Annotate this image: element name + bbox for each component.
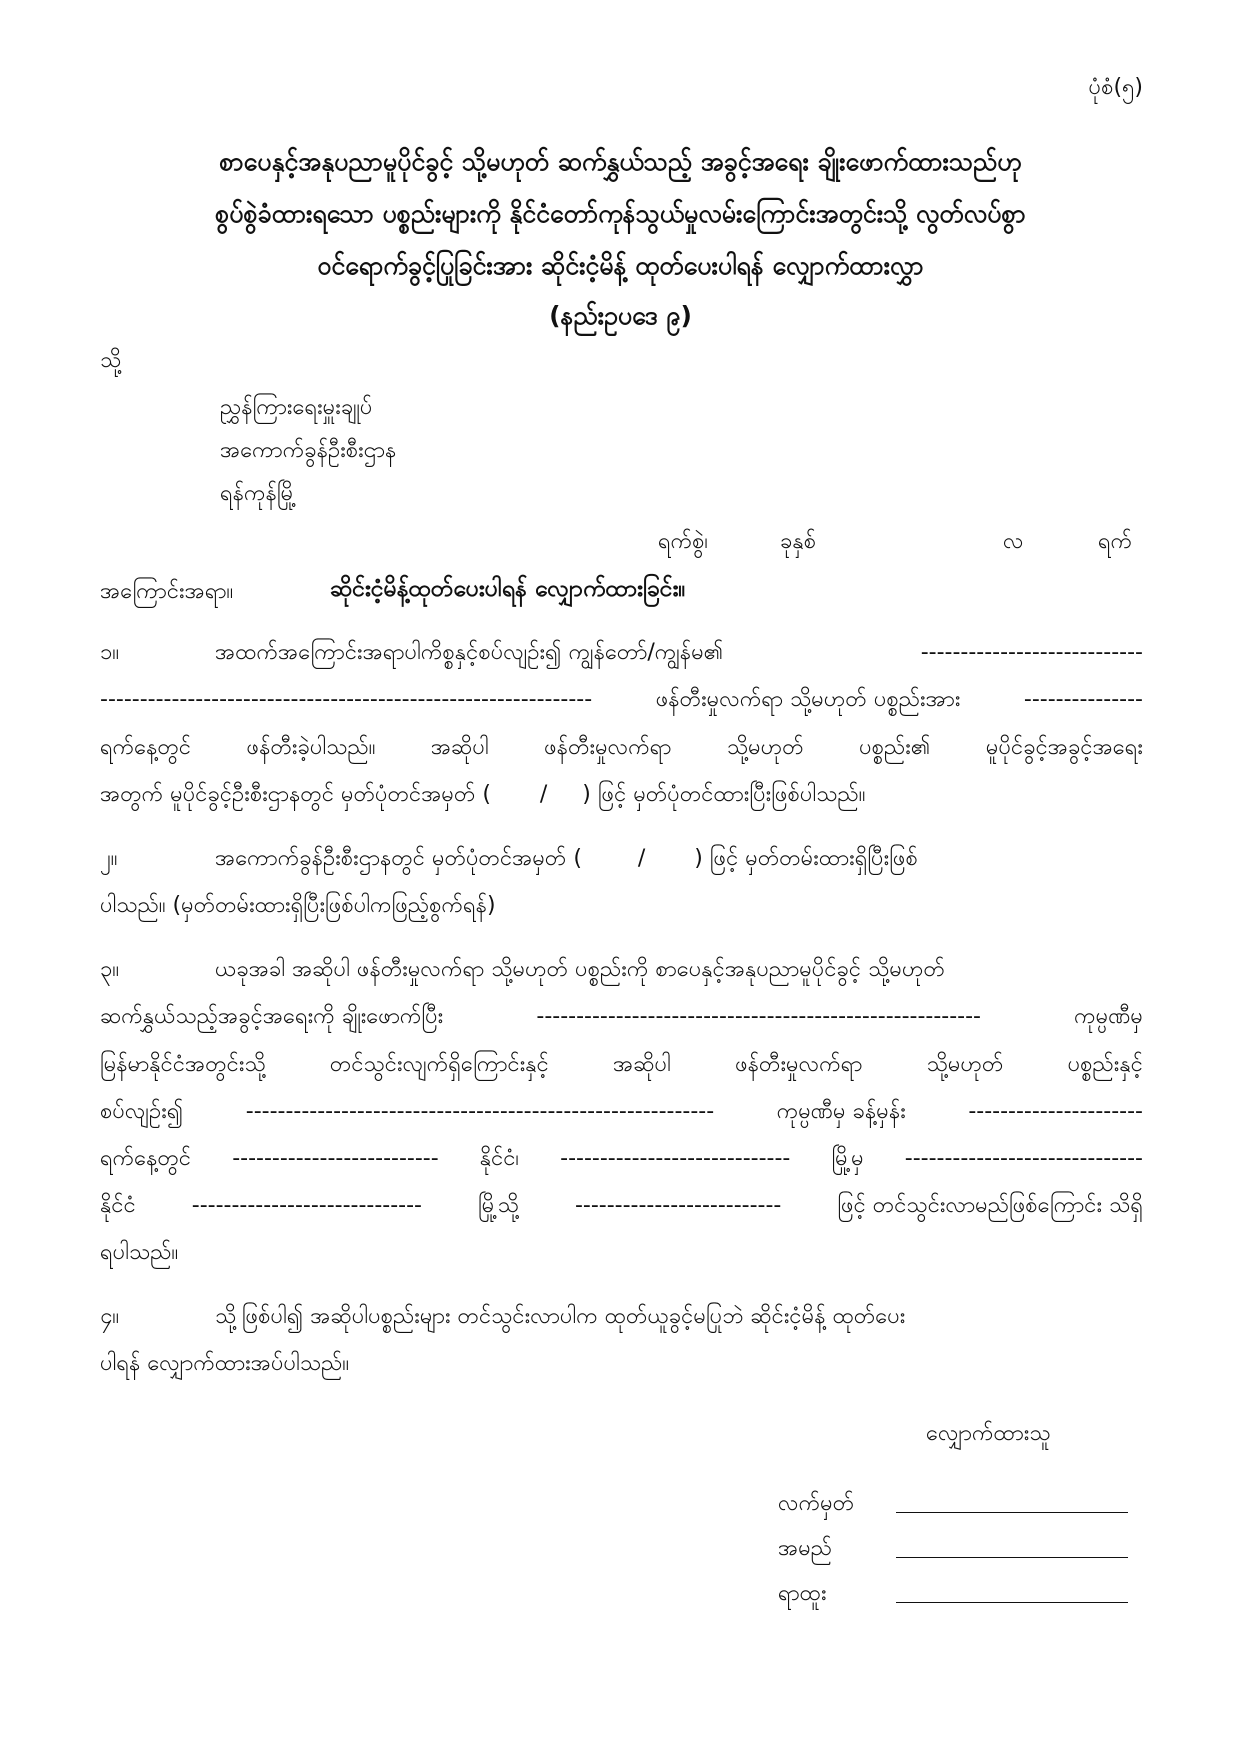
para3-blank-3: ---------------------- <box>968 1099 1143 1124</box>
para3-blank-5: ----------------------------- <box>560 1146 791 1171</box>
word: အဆိုပါ <box>613 1052 671 1077</box>
para3-blank-8: -------------------------- <box>574 1193 782 1218</box>
applicant-label: လျှောက်ထားသူ <box>926 1421 1051 1446</box>
para3-text-7: နိုင်ငံ၊ <box>479 1146 520 1171</box>
day-label: ရက် <box>1098 529 1133 554</box>
title-line-1: စာပေနှင့်အနုပညာမူပိုင်ခွင့် သို့မဟုတ် ဆက်နွှယ်သည့် အခွင့်အရေး ချိုးဖောက်ထားသည်ဟု <box>219 147 1022 176</box>
para2-text: အကောက်ခွန်ဦးစီးဌာနတွင် မှတ်ပုံတင်အမှတ် ( / ) ဖြင့် မှတ်တမ်းထားရှိပြီးဖြစ် <box>215 846 918 871</box>
form-number: ပုံစံ(၅) <box>1088 75 1143 100</box>
position-line[interactable] <box>896 1602 1128 1603</box>
para3-line-6 <box>100 1190 1143 1223</box>
word: ဖန်တီးမှုလက်ရာ <box>735 1052 863 1077</box>
para3-text-9: နိုင်ငံ <box>100 1193 136 1218</box>
para3-blank-1: -------------------------------------------------------- <box>536 1004 981 1029</box>
para3-text-6: ရက်နေ့တွင် <box>100 1146 192 1171</box>
para3-blank-6: ------------------------------ <box>904 1146 1143 1171</box>
word: ဖန်တီးခဲ့ပါသည်။ <box>246 735 376 760</box>
addressee-line-1: ညွှန်ကြားရေးမှူးချုပ် <box>220 395 373 420</box>
para1-text: အထက်အကြောင်းအရာပါကိစ္စနှင့်စပ်လျဉ်း၍ ကျွန်တော်/ကျွန်မ၏ <box>215 640 724 665</box>
para1-blank-3: --------------- <box>1023 687 1143 712</box>
addressee-line-3: ရန်ကုန်မြို့ <box>220 481 297 506</box>
para2-number: ၂။ <box>100 846 118 871</box>
title-line-2: စွပ်စွဲခံထားရသော ပစ္စည်းများကို နိုင်ငံတော်ကုန်သွယ်မှုလမ်းကြောင်းအတွင်းသို့ လွတ်လပ်စွာ <box>215 199 1026 228</box>
position-label: ရာထူး <box>778 1581 827 1606</box>
para3-line-2 <box>100 1001 1143 1034</box>
position-row <box>778 1578 1138 1611</box>
word: သို့မဟုတ် <box>726 735 804 760</box>
word: အဆိုပါ <box>430 735 489 760</box>
date-label: ရက်စွဲ၊ <box>658 529 709 554</box>
word: ပစ္စည်းနှင့် <box>1067 1052 1143 1077</box>
para3-number: ၃။ <box>100 957 120 982</box>
word: ဖန်တီးမှုလက်ရာ <box>544 735 672 760</box>
para3-line-4 <box>100 1096 1143 1129</box>
para4-line-2: ပါရန် လျှောက်ထားအပ်ပါသည်။ <box>100 1351 350 1376</box>
para3-text-3: ကုမ္ပဏီမှ <box>1074 1004 1143 1029</box>
addressee-line-2: အကောက်ခွန်ဦးစီးဌာန <box>220 438 397 463</box>
signature-label: လက်မှတ် <box>778 1491 855 1516</box>
para3-text: ယခုအခါ အဆိုပါ ဖန်တီးမှုလက်ရာ သို့မဟုတ် ပစ္စည်းကို စာပေနှင့်အနုပညာမူပိုင်ခွင့် သို့မဟုတ် <box>215 957 945 982</box>
para4-line-1 <box>100 1301 1143 1334</box>
para3-text-5: ကုမ္ပဏီမှ ခန့်မှန်း <box>776 1099 906 1124</box>
word: မြန်မာနိုင်ငံအတွင်းသို့ <box>100 1052 266 1077</box>
word: ရက်နေ့တွင် <box>100 735 192 760</box>
para3-blank-7: ----------------------------- <box>191 1193 422 1218</box>
para4-text: သို့ဖြစ်ပါ၍ အဆိုပါပစ္စည်းများ တင်သွင်းလာပါက ထုတ်ယူခွင့်မပြုဘဲ ဆိုင်းငံ့မိန့် ထုတ်ပေး <box>215 1304 906 1329</box>
para1-text-2: ဖန်တီးမှုလက်ရာ သို့မဟုတ် ပစ္စည်းအား <box>655 687 961 712</box>
title-line-3: ဝင်ရောက်ခွင့်ပြုခြင်းအား ဆိုင်းငံ့မိန့် ထုတ်ပေးပါရန် လျှောက်ထားလွှာ <box>317 251 924 280</box>
para1-line-3 <box>100 732 1143 765</box>
subject-label: အကြောင်းအရာ။ <box>100 579 234 604</box>
para4-number: ၄။ <box>100 1304 120 1329</box>
name-label: အမည် <box>778 1536 833 1561</box>
word: ပစ္စည်း၏ <box>859 735 931 760</box>
month-label: လ <box>1003 529 1024 554</box>
word: တင်သွင်းလျက်ရှိကြောင်းနှင့် <box>329 1052 549 1077</box>
word: မူပိုင်ခွင့်အခွင့်အရေး <box>985 735 1143 760</box>
signature-line[interactable] <box>896 1512 1128 1513</box>
para3-text-4: စပ်လျဉ်း၍ <box>100 1099 184 1124</box>
para3-line-7: ရပါသည်။ <box>100 1240 179 1265</box>
para1-line-2 <box>100 684 1143 717</box>
para3-line-1 <box>100 954 1143 987</box>
title-rule-reference: (နည်းဥပဒေ ၉) <box>549 301 692 330</box>
para3-blank-4: -------------------------- <box>232 1146 439 1171</box>
para2-line-2: ပါသည်။ (မှတ်တမ်းထားရှိပြီးဖြစ်ပါကဖြည့်စွက်ရန်) <box>100 893 496 918</box>
year-label: ခုနှစ် <box>780 529 817 554</box>
para3-text-8: မြို့မှ <box>831 1146 864 1171</box>
subject-title: ဆိုင်းငံ့မိန့်ထုတ်ပေးပါရန် လျှောက်ထားခြင်း။ <box>330 576 686 602</box>
para1-blank-2: -------------------------------------------------------------- <box>100 687 593 712</box>
para3-text-2: ဆက်နွှယ်သည့်အခွင့်အရေးကို ချိုးဖောက်ပြီး <box>100 1004 444 1029</box>
name-row <box>778 1533 1138 1566</box>
para3-text-11: ဖြင့် တင်သွင်းလာမည်ဖြစ်ကြောင်း သိရှိ <box>837 1193 1143 1218</box>
para2-line-1 <box>100 843 1143 876</box>
para3-blank-2: ----------------------------------------------------------- <box>245 1099 715 1124</box>
para1-line-4: အတွက် မူပိုင်ခွင့်ဦးစီးဌာနတွင် မှတ်ပုံတင်အမှတ် ( / ) ဖြင့် မှတ်ပုံတင်ထားပြီးဖြစ်ပါသည်။ <box>100 782 866 807</box>
signature-row <box>778 1488 1138 1521</box>
para1-line-1 <box>100 637 1143 670</box>
para1-blank-1: ---------------------------- <box>920 640 1143 665</box>
para3-line-3 <box>100 1049 1143 1082</box>
to-label: သို့ <box>100 348 122 373</box>
para1-number: ၁။ <box>100 640 120 665</box>
name-line[interactable] <box>896 1557 1128 1558</box>
para3-line-5 <box>100 1143 1143 1176</box>
word: သို့မဟုတ် <box>926 1052 1004 1077</box>
para3-text-10: မြို့သို့ <box>478 1193 519 1218</box>
